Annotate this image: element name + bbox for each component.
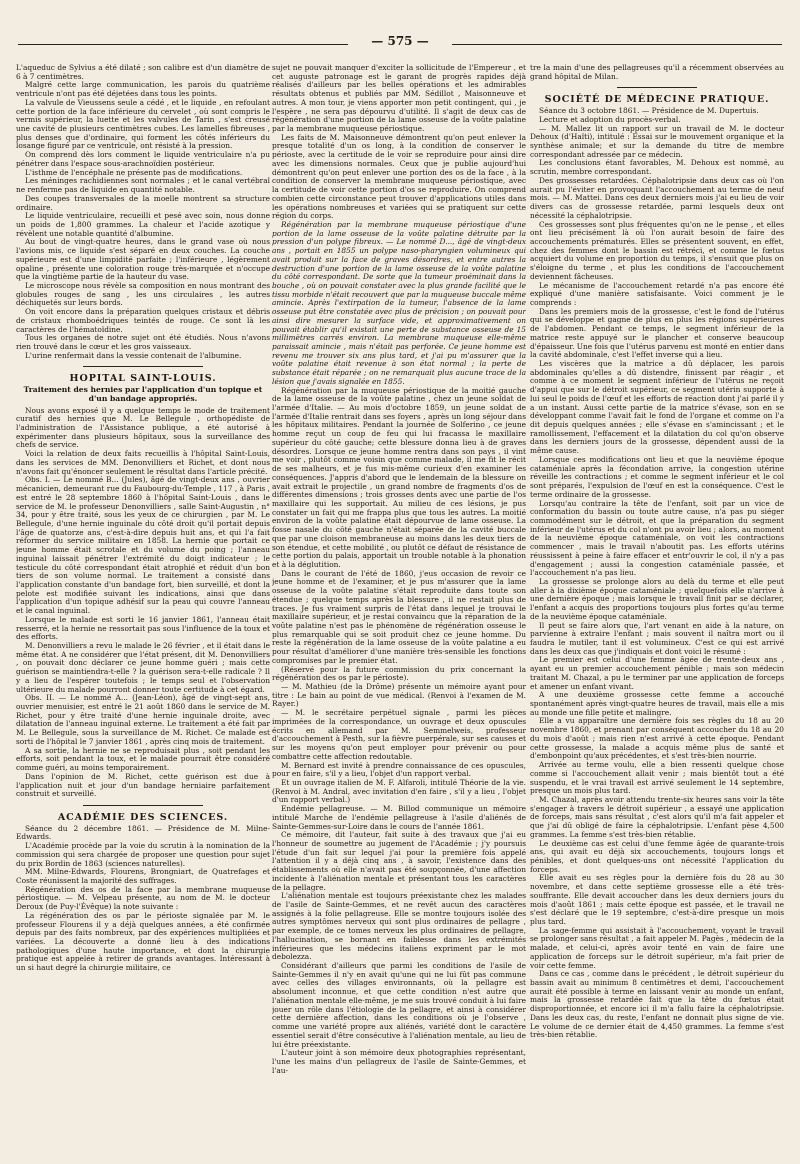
header-rule-left [18,44,348,45]
paragraph: Arrivée au terme voulu, elle a bien ressenti quelque chose comme si l'accouchement allait venir ; mais bientôt tout a été suspendu, et le vrai travail est arrivé seulement le 14 septembre, presque un mois plus tard. [530,760,784,796]
paragraph: L'aliénation mentale est toujours préexistante chez les malades de l'asile de Sainte-Gemmes, et ne revêt aucun des caractères assignés à la folie pellagreuse. Elle se montre toujours isolée des autres symptômes nerveux qui sont plus ordinaires de pellagre , par exemple, de ce tomes nerveux les plus ordinaires de pellagre, l'hallucination, se bornant en faiblesse dans les extrémités inférieures que les médecins italiens expriment par le mot debolezza. [272,891,526,962]
paragraph: La régénération des os par le périoste signalée par M. le professeur Flourens il y a déjà quelques années, a été confirmée depuis par des faits nombreux, par des expériences multipliées et variées. La découverte a donné lieu à des indications pathologiques d'une haute importance, et dont la chirurgie pratique est appelée à retirer de grands avantages. Intéressant à un si haut degré la chirurgie militaire, ce [16,910,270,973]
session-line: Séance du 3 octobre 1861. — Présidence de M. Dupertuis. [539,106,759,116]
paragraph: Il peut se faire alors que, l'art venant en aide à la nature, on parvienne à extraire l'enfant ; mais souvent il naîtra mort ou il faudra le mutiler, tant il est volumineux. C'est ce qui est arrivé dans les deux cas que j'indiquais et dont voici le résumé : [530,620,784,656]
column-3 [530,64,784,1154]
paragraph: Lorsque le malade est sorti le 16 janvier 1861, l'anneau était resserré, et la hernie ne ressortait pas sous l'influence de la toux et des efforts. [16,614,270,642]
paragraph: On comprend dès lors comment le liquide ventriculaire n'a pu pénétrer dans l'espace sous-arachnoïdien postérieur. [16,150,270,168]
column-2 [272,64,526,1154]
paragraph: Au bout de vingt-quatre heures, dans le grand vase où nous l'avions mis, ce liquide s'est séparé en deux couches. La couche supérieure est d'une limpidité parfaite ; l'inférieure , légèrement opaline , présente une coloration rouge très-marquée et n'occupe que la vingtième partie de la hauteur du vase. [16,237,270,282]
section-divider [83,805,203,806]
paragraph: Obs. I. — Le nommé B... (Jules), âgé de vingt-deux ans , ouvrier mécanicien, demeurant rue du Faubourg-du-Temple , 117 , à Paris , est entré le 28 septembre 1860 à l'hôpital Saint-Louis , dans le service de M. le professeur Denonvilliers , salle Saint-Augustin , n° 34, pour y être traité, sous les yeux de ce chirurgien , par M. Le Bellegule, d'une hernie inguinale du côté droit qu'il portait depuis l'âge de quatorze ans, c'est-à-dire depuis huit ans, et qui l'a fait réformer du service militaire en 1858. La hernie que portait ce jeune homme était scrotale et du volume du poing ; l'anneau inguinal laissait pénétrer l'extrémité du doigt indicateur ; le testicule du côté correspondant était atrophié et réduit d'un bon tiers de son volume normal. Le traitement a consisté dans l'application constante d'un bandage fort, bien surveillé, et dont la pelote est modifiée suivant les indications, ainsi que dans l'application d'un topique adhésif sur la peau qui couvre l'anneau et le canal inguinal. [16,475,270,616]
paragraph: Des grossesses retardées. Céphalotripsie dans deux cas où l'on aurait pu l'éviter en provoquant l'accouchement au terme de neuf mois. — M. Mattei. Dans ces deux derniers mois j'ai eu lieu de voir divers cas de grossesse retardée, parmi lesquels deux ont nécessité la céphalotripsie. [530,175,784,220]
paragraph: Le liquide ventriculaire, recueilli et pesé avec soin, nous donne un poids de 1,800 grammes. La chaleur et l'acide azotique y révèlent une notable quantité d'albumine. [16,211,270,238]
section-title-academie: ACADÉMIE DES SCIENCES. [57,811,229,823]
paragraph: A sa sortie, la hernie ne se reproduisait plus , soit pendant les efforts, soit pendant la toux, et le malade pourrait être considéré comme guéri, au moins temporairement. [16,745,270,773]
paragraph: L'isthme de l'encéphale ne présente pas de modifications. [25,167,243,177]
paragraph: On voit encore dans la préparation quelques cristaux et débris de cristaux rhomboédriques teintés de rouge. Ce sont là les caractères de l'hématoïdine. [16,307,270,334]
paragraph: Le mécanisme de l'accouchement retardé n'a pas encore été expliqué d'une manière satisfaisante. Voici comment je le comprends : [530,280,784,307]
paragraph: La sage-femme qui assistait à l'accouchement, voyant le travail se prolonger sans résultat , a fait appeler M. Pagès , médecin de la malade, et celui-ci, après avoir tenté en vain de faire une application de forceps sur le détroit supérieur, m'a fait prier de voir cette femme. [530,925,784,970]
paragraph: — M. Mathieu (de la Drôme) présente un mémoire ayant pour titre : Le bain au point de vue médical. (Renvoi à l'examen de M. Rayer.) [272,682,526,709]
section-divider [83,366,203,367]
paragraph: A une deuxième grossesse cette femme a accouché spontanément après vingt-quatre heures de travail, mais elle a mis au monde une fille petite et malingre. [530,690,784,717]
paragraph: Lecture et adoption du procès-verbal. [539,114,681,124]
paragraph: Régénération des os de la face par la membrane muqueuse périostique. — M. Velpeau présente, au nom de M. le docteur Deroux (de Puy-l'Évêque) la note suivante : [16,884,270,912]
paragraph: Considérant d'ailleurs que parmi les conditions de l'asile de Sainte-Gemmes il n'y en avait qu'une qui ne lui fût pas commune avec celles des villages environnants, où la pellagre est absolument inconnue, et que cette condition n'est autre que l'aliénation mentale elle-même, je me suis trouvé conduit à lui faire jouer un rôle dans l'étiologie de la pellagre, et ainsi à considérer cette dernière affection, dans les conditions où je l'observe , comme une variété propre aux aliénés, variété dont le caractère essentiel serait d'être consécutive à l'aliénation mentale, au lieu de lui être préexistante. [272,961,526,1049]
paragraph: Dans les premiers mois de la grossesse, c'est le fond de l'utérus qui se développe et gagne de plus en plus les régions supérieures de l'abdomen. Pendant ce temps, le segment inférieur de la matrice reste appuyé sur le plancher et conserve beaucoup d'épaisseur. Une fois que l'utérus parvenu est monté en entier dans la cavité abdominale, c'est l'effet inverse qui a lieu. [530,306,784,360]
paragraph: Dans le courant de l'été de 1860, j'eus occasion de revoir ce jeune homme et de l'examiner, et je pus m'assurer que la lame osseuse de la voûte palatine s'était reproduite dans toute son étendue ; quelque temps après la blessure , il ne restait plus de traces. Je fus vraiment surpris de l'état dans lequel je trouvai le maxillaire supérieur, et je restai convaincu que la réparation de la voûte palatine n'est pas le phénomène de régénération osseuse le plus remarquable qui se soit produit chez ce jeune homme. Du reste la régénération de la lame osseuse de la voûte palatine a eu pour résultat d'améliorer d'une manière très-sensible les fonctions compromises par le premier état. [272,568,526,665]
paragraph: La grossesse se prolonge alors au delà du terme et elle peut aller à la dixième époque cataméniale ; quelquefois elle n'arrive à une dernière époque ; mais lorsque le travail finit par se déclarer, l'enfant a acquis des proportions toujours plus fortes qu'au terme de la neuvième époque cataméniale. [530,576,784,621]
paragraph: Endémie pellagreuse. — M. Billod communique un mémoire intitulé Marche de l'endémie pellagreuse à l'asile d'aliénés de Sainte-Gemmes-sur-Loire dans le cours de l'année 1861. [272,804,526,831]
paragraph: Régénération par la muqueuse périostique de la moitié gauche de la lame osseuse de la voûte palatine , chez un jeune soldat de l'armée d'Italie. — Au mois d'octobre 1859, un jeune soldat de l'armée d'Italie rentrait dans ses foyers , après un long séjour dans les hôpitaux militaires. Pendant la journée de Solferino , ce jeune homme reçut un coup de feu qui lui fracassa le maxillaire supérieur du côté gauche; cette blessure donna lieu à de graves désordres. Lorsque ce jeune homme rentra dans son pays , il vint me voir , plutôt comme voisin que comme malade, il me fit le récit de ses malheurs, et je fus mis-même curieux d'en examiner les conséquences. J'appris d'abord que le lendemain de la blessure on avait extrait le projectile , un grand nombre de fragments d'os de différentes dimensions ; trois grosses dents avec une partie de l'os maxillaire qui les supportait. Au milieu de ces lésions, je pus constater un fait qui me frappa plus que tous les autres. La moitié environ de la voûte palatine était dépourvue de lame osseuse. La fosse nasale du côté gauche n'était séparée de la cavité buccale que par une cloison membraneuse au moins dans les deux tiers de son étendue, et cette mobilité , ou plutôt ce défaut de résistance de cette portion du palais, apportait un trouble notable à la phonation et à la déglutition. [272,385,526,569]
paragraph: — M. Mallez lit un rapport sur un travail de M. le docteur Dehoux (d'Haïti), intitulé : Essai sur le mouvement organique et la synthèse animale; et sur la demande du titre de membre correspondant adressée par ce médecin. [530,123,784,159]
paragraph: L'urine renfermait dans la vessie contenait de l'albumine. [25,350,242,360]
paragraph: Des coupes transversales de la moelle montrent sa structure ordinaire. [16,193,270,212]
paragraph: Les viscères que la matrice a dû déplacer, les parois abdominales qu'elles a dû distendre, finissent par réagir , et comme à ce moment le segment inférieur de l'utérus ne reçoit d'appui que sur le détroit supérieur, ce segment utérin supporte à lui seul le poids de l'œuf et les efforts de réaction dont j'ai parlé il y a un instant. Aussi cette partie de la matrice s'évase, son en se développant comme l'avait fait le fond de l'organe et comme on l'a dit depuis quelques années ; elle s'évase en s'amincissant ; et le ramollissement, l'effacement et la dilatation du col qu'on observe dans les derniers jours de la grossesse, dépendent aussi de la même cause. [530,359,784,456]
paragraph: Ces grossesses sont plus fréquentes qu'on ne le pense , et elles ont lieu précisément là où l'on aurait besoin de faire des accouchements prématurés. Elles se présentent souvent, en effet, chez des femmes dont le bassin est rétréci, et comme le fœtus acquiert du volume en proportion du temps, il s'ensuit que plus on s'éloigne du terme , et plus les conditions de l'accouchement deviennent fâcheuses. [530,219,784,281]
paragraph: L'auteur joint à son mémoire deux photographies représentant, l'une les mains d'un pellagreux de l'asile de Sainte-Gemmes, et l'au- [272,1048,526,1075]
paragraph: Régénération par la membrane muqueuse périostique d'une portion de la lame osseuse de la voûte palatine détruite par la pression d'un polype fibreux. — Le nommé D..., âgé de vingt-deux ans , portait en 1855 un polype naso-pharyngien volumineux qui avait produit sur la face de graves désordres, et entre autres la destruction d'une portion de la lame osseuse de la voûte palatine du côté correspondant. De sorte que la tumeur proéminait dans la bouche , où on pouvait constater avec la plus grande facilité que le tissu morbide n'était recouvert que par la muqueuse buccale même amincie. Après l'extirpation de la tumeur, l'absence de la lame osseuse put être constatée avec plus de précision ; on pouvait pour ainsi dire mesurer la surface vide, et approximativement on pouvait établir qu'il existait une perte de substance osseuse de 15 millimètres carrés environ. La membrane muqueuse elle-même paraissait amincie , mais n'était pas perforée. Ce jeune homme est revenu me trouver six ans plus tard, et j'ai pu m'assurer que la voûte palatine était revenue à son état normal ; la perte de substance était réparée ; on ne remarquait plus aucune trace de la lésion que j'avais signalée en 1855. [272,219,526,386]
paragraph: Dans ce cas , comme dans le précédent , le détroit supérieur du bassin avait au minimum 8 centimètres et demi, l'accouchement aurait été possible à terme en laissant venir au monde un enfant, mais la grossesse retardée fait que la tête du fœtus était disproportionnée, et encore ici il m'a fallu faire la céphalotripsie. Dans les deux cas, du reste, l'enfant ne donnait plus signe de vie. Le volume de ce dernier était de 4,450 grammes. La femme s'est très-bien rétablie. [530,969,784,1040]
paragraph: L'Académie procède par la voie du scrutin à la nomination de la commission qui sera chargée de proposer une question pour sujet du prix Bordin de 1863 (sciences naturelles). [16,841,270,868]
page-number: — 575 — [365,34,434,48]
paragraph: sujet ne pouvait manquer d'exciter la sollicitude de l'Empereur , et cet auguste patronage est le garant de progrès rapides déjà réalisés d'ailleurs par les belles opérations et les admirables résultats obtenus et publiés par MM. Sédillot , Maisonneuve et autres. A mon tour, je viens apporter mon petit contingent, qui , je l'espère , ne sera pas dépourvu d'utilité. Il s'agit de deux cas de régénération d'une portion de la lame osseuse de la voûte palatine par la membrane muqueuse périostique. [272,64,526,134]
paragraph: Les conclusions étant favorables, M. Dehoux est nommé, au scrutin, membre correspondant. [530,158,784,177]
paragraph: Et un ouvrage italien de M. F. Alfaroli, intitulé Théorie de la vie. (Renvoi à M. Andral, avec invitation d'en faire , s'il y a lieu , l'objet d'un rapport verbal.) [272,777,526,805]
section-title-hopital: HOPITAL SAINT-LOUIS. [69,373,217,385]
paragraph: Les faits de M. Maisonneuve démontrent qu'on peut enlever la presque totalité d'un os long, à la condition de conserver le périoste, avec la certitude de le voir se reproduire pour ainsi dire avec les dimensions normales. Ceux que je publie aujourd'hui démontrent qu'on peut enlever une portion des os de la face , à la condition de conserver la membrane muqueuse périostique, avec la certitude de voir cette portion d'os se reproduire. On comprend combien cette circonstance peut trouver d'applications utiles dans les opérations nombreuses et variées qui se pratiquent sur cette région du corps. [272,132,526,221]
paragraph: Le microscope nous révèle sa composition en nous montrant des globules rouges de sang , les uns circulaires , les autres déchiquetés sur leurs bords. [16,280,270,308]
header-rule-right [452,44,782,45]
section-subtitle-hernies: Traitement des hernies par l'application d'un topique et d'un bandage appropriés. [23,385,263,403]
paragraph: L'aqueduc de Sylvius a été dilaté ; son calibre est d'un diamètre de 6 à 7 centimètres. [16,64,270,81]
column-1 [16,64,270,1154]
paragraph: Lorsque ces modifications ont lieu et que la neuvième époque cataméniale après la fécondation arrive, la congestion utérine réveille les contractions ; et comme le segment inférieur et le col sont préparés, l'expulsion de l'œuf en est la conséquence. C'est le terme ordinaire de la grossesse. [530,454,784,499]
paragraph: — M. le secrétaire perpétuel signale , parmi les pièces imprimées de la correspondance, un ouvrage et deux opuscules écrits en allemand par M. Semmelweis, professeur d'accouchement à Pesth, sur la fièvre puerpérale, sur ses causes et sur les moyens qu'on peut employer pour prévenir ou pour combattre cette affection redoutable. [272,708,526,761]
paragraph: La valvule de Vieussens seule a cédé , et le liquide , en refoulant cette portion de la face inférieure du cervelet , où sont compris le vermis supérieur, la luette et les valvules de Tarin , s'est creusé une cavité de plusieurs centimètres cubes. Les lamelles fibreuses , plus denses que d'ordinaire, qui forment les côtés inférieurs du losange figuré par ce ventricule, ont résisté à la pression. [16,97,270,151]
paragraph: Le premier est celui d'une femme âgée de trente-deux ans , ayant eu un premier accouchement pénible ; mais son médecin traitant M. Chazal, a pu le terminer par une application de forceps et amener un enfant vivant. [530,655,784,691]
session-line: Séance du 2 décembre 1861. — Présidence de M. Milne-Edwards. [16,823,270,842]
section-title-societe: SOCIÉTÉ DE MÉDECINE PRATIQUE. [544,94,770,106]
section-divider [617,87,697,88]
paragraph: tre la main d'une des pellagreuses qu'il a récemment observées au grand hôpital de Milan. [530,64,784,81]
paragraph: Ce mémoire, dit l'auteur, fait suite à des travaux que j'ai eu l'honneur de soumettre au jugement de l'Académie ; j'y poursuis l'étude d'un fait sur lequel j'ai pour la première fois appelé l'attention il y a déjà cinq ans , à savoir, l'existence dans des établissements où elle n'avait pas été soupçonnée, d'une affection incidente à l'aliénation mentale et présentant tous les caractères de la pellagre. [272,830,526,892]
page-header [18,34,782,56]
paragraph: Dans l'opinion de M. Richet, cette guérison est due à l'application nuit et jour d'un bandage herniaire parfaitement construit et surveillé. [16,771,270,799]
paragraph: M. Chazal, après avoir attendu trente-six heures sans voir la tête s'engager à travers le détroit supérieur , a essayé une application de forceps, mais sans résultat , c'est alors qu'il m'a fait appeler et que j'ai dû obligé de faire la céphalotripsie. L'enfant pèse 4,500 grammes. La femme s'est très-bien rétablie. [530,794,784,839]
paragraph: Voici la relation de deux faits recueillis à l'hôpital Saint-Louis, dans les services de MM. Denonvilliers et Richet, et dont nous n'avons fait qu'énoncer seulement le résultat dans l'article précité. [16,449,270,476]
paragraph: Tous les organes de notre sujet ont été étudiés. Nous n'avons rien trouvé dans le cœur et les gros vaisseaux. [16,333,270,351]
paragraph: Lorsqu'au contraire la tête de l'enfant, soit par un vice de conformation du bassin ou toute autre cause, n'a pas pu siéger commodément sur le détroit, et que la préparation du segment inférieur de l'utérus et du col n'ont pu avoir lieu ; alors, au moment de la neuvième époque cataméniale, on voit les contractions commencer , mais le travail n'aboutit pas. Les efforts utérins réussissent à peine à faire effacer et entr'ouvrir le col, il n'y a pas d'engagement ; aussi la congestion cataméniale passée, et l'accouchement n'a pas lieu. [530,498,784,578]
paragraph: M. Denonvilliers a revu le malade le 26 février , et il était dans le même état. A ne considérer que l'état présent, dit M. Denonvilliers , on pouvait donc déclarer ce jeune homme guéri ; mais cette guérison se maintiendra-t-elle ? la guérison sera-t-elle radicale ? Il y a lieu de l'espérer toutefois ; le temps seul et l'observation ultérieure du malade pourront donner toute certitude à cet égard. [16,641,270,694]
paragraph: Elle a vu apparaître une dernière fois ses règles du 18 au 20 novembre 1860, et prenant par conséquent accoucher du 18 au 20 du mois d'août ; mais rien n'est arrivé à cette époque. Pendant cette grossesse, la malade a acquis même plus de santé et d'embonpoint qu'aux précédentes, et s'est très-bien nourrie. [530,716,784,761]
paragraph: (Réservé pour la future commission du prix concernant la régénération des os par le périoste). [272,664,526,683]
paragraph: Obs. II. — Le nommé A... (Jean-Léon), âgé de vingt-sept ans, ouvrier menuisier, est entré le 21 août 1860 dans le service de M. Richet, pour y être traité d'une hernie inguinale droite, avec dilatation de l'anneau inguinal externe. Le traitement a été fait par M. Le Bellegule, sous la surveillance de M. Richet. Ce malade est sorti de l'hôpital le 7 janvier 1861 , après cinq mois de traitement. [16,693,270,746]
paragraph: Le deuxième cas est celui d'une femme âgée de quarante-trois ans, qui avait eu déjà six accouchements, toujours longs et pénibles, et dont quelques-uns ont nécessité l'application du forceps. [530,838,784,874]
paragraph: MM. Milne-Edwards, Flourens, Brongniart, de Quatrefages et Coste réunissent la majorité des suffrages. [16,867,270,885]
paragraph: M. Bernard est invité à prendre connaissance de ces opuscules, pour en faire, s'il y a lieu, l'objet d'un rapport verbal. [272,760,526,779]
paragraph: Nous avons exposé il y a quelque temps le mode de traitement curatif des hernies que M. Le Bellegule , orthopédiste de l'administration de l'Assistance publique, a été autorisé à expérimenter dans plusieurs hôpitaux, sous la surveillance des chefs de service. [16,405,270,450]
paragraph: Malgré cette large communication, les parois du quatrième ventricule n'ont pas été déjetées dans tous les points. [16,80,270,99]
paragraph: Elle avait eu ses règles pour la dernière fois du 28 au 30 novembre, et dans cette septième grossesse elle a été très-souffrante. Elle devait accoucher dans les deux derniers jours du mois d'août 1861 ; mais cette époque est passée, et le travail ne s'est déclaré que le 19 septembre, c'est-à-dire presque un mois plus tard. [530,873,784,926]
paragraph: Les méninges rachidiennes sont normales ; et le canal vertébral ne renferme pas de liquide en quantité notable. [16,176,270,195]
